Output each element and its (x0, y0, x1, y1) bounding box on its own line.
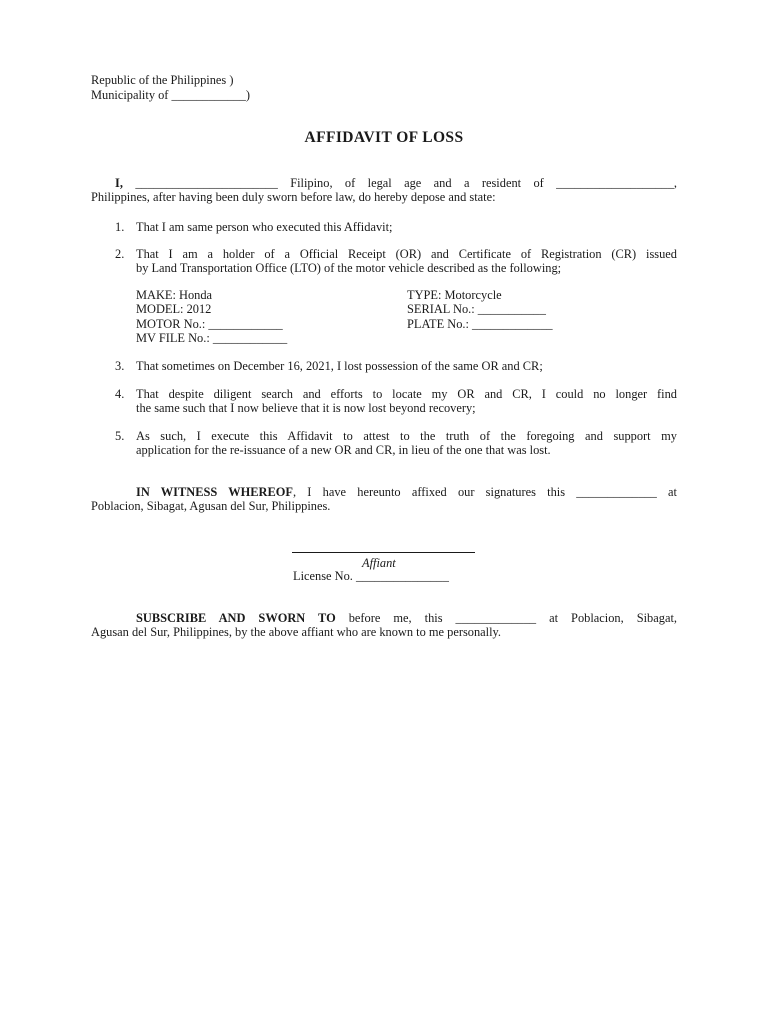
vehicle-motor: MOTOR No.: ____________ (136, 317, 283, 331)
vehicle-make: MAKE: Honda (136, 288, 213, 302)
affiant-signature-line (292, 552, 475, 553)
item-number: 4. (115, 387, 125, 401)
item-2-line-2: by Land Transportation Office (LTO) of the motor vehicle described as the following; (136, 261, 562, 275)
item-1-text: That I am same person who executed this Affidavit; (136, 220, 393, 234)
item-5-text (136, 429, 677, 457)
witness-line-1 (91, 485, 677, 499)
intro-line-1 (91, 176, 677, 190)
intro-line-2: Philippines, after having been duly sworn before law, do hereby depose and state: (91, 190, 496, 204)
intro-lead: I, (115, 176, 123, 190)
item-2-text (136, 247, 677, 275)
item-4-line-1: That despite diligent search and efforts to locate my OR and CR, I could no longer find (136, 387, 677, 401)
item-number: 1. (115, 220, 125, 234)
document-title: AFFIDAVIT OF LOSS (304, 129, 464, 146)
license-number: License No. _______________ (293, 569, 449, 583)
item-4-text (136, 387, 677, 415)
item-5-line-1: As such, I execute this Affidavit to attest to the truth of the foregoing and support my (136, 429, 677, 443)
sworn-heading: SUBSCRIBE AND SWORN TO (136, 611, 336, 625)
witness-line-2: Poblacion, Sibagat, Agusan del Sur, Philippines. (91, 499, 331, 513)
header-municipality: Municipality of ____________) (91, 88, 250, 102)
item-3-text: That sometimes on December 16, 2021, I lost possession of the same OR and CR; (136, 359, 543, 373)
vehicle-plate: PLATE No.: _____________ (407, 317, 553, 331)
witness-heading: IN WITNESS WHEREOF (136, 485, 293, 499)
vehicle-type: TYPE: Motorcycle (407, 288, 502, 302)
witness-line-1-text: , I have hereunto affixed our signatures this _____________ at (292, 485, 678, 499)
sworn-line-1 (91, 611, 677, 625)
vehicle-model: MODEL: 2012 (136, 302, 212, 316)
item-number: 2. (115, 247, 125, 261)
item-number: 3. (115, 359, 125, 373)
sworn-line-1-text: before me, this _____________ at Poblacion, Sibagat, (335, 611, 677, 625)
vehicle-serial: SERIAL No.: ___________ (407, 302, 546, 316)
intro-line-1-text: _______________________ Filipino, of legal age and a resident of ___________________, (135, 176, 677, 190)
sworn-line-2: Agusan del Sur, Philippines, by the above affiant who are known to me personally. (91, 625, 502, 639)
item-5-line-2: application for the re-issuance of a new OR and CR, in lieu of the one that was lost. (136, 443, 551, 457)
item-2-line-1: That I am a holder of a Official Receipt (OR) and Certificate of Registration (CR) issued (136, 247, 677, 261)
affiant-label: Affiant (362, 556, 396, 570)
item-number: 5. (115, 429, 125, 443)
vehicle-mv-file: MV FILE No.: ____________ (136, 331, 288, 345)
header-republic: Republic of the Philippines ) (91, 73, 234, 87)
item-4-line-2: the same such that I now believe that it is now lost beyond recovery; (136, 401, 476, 415)
